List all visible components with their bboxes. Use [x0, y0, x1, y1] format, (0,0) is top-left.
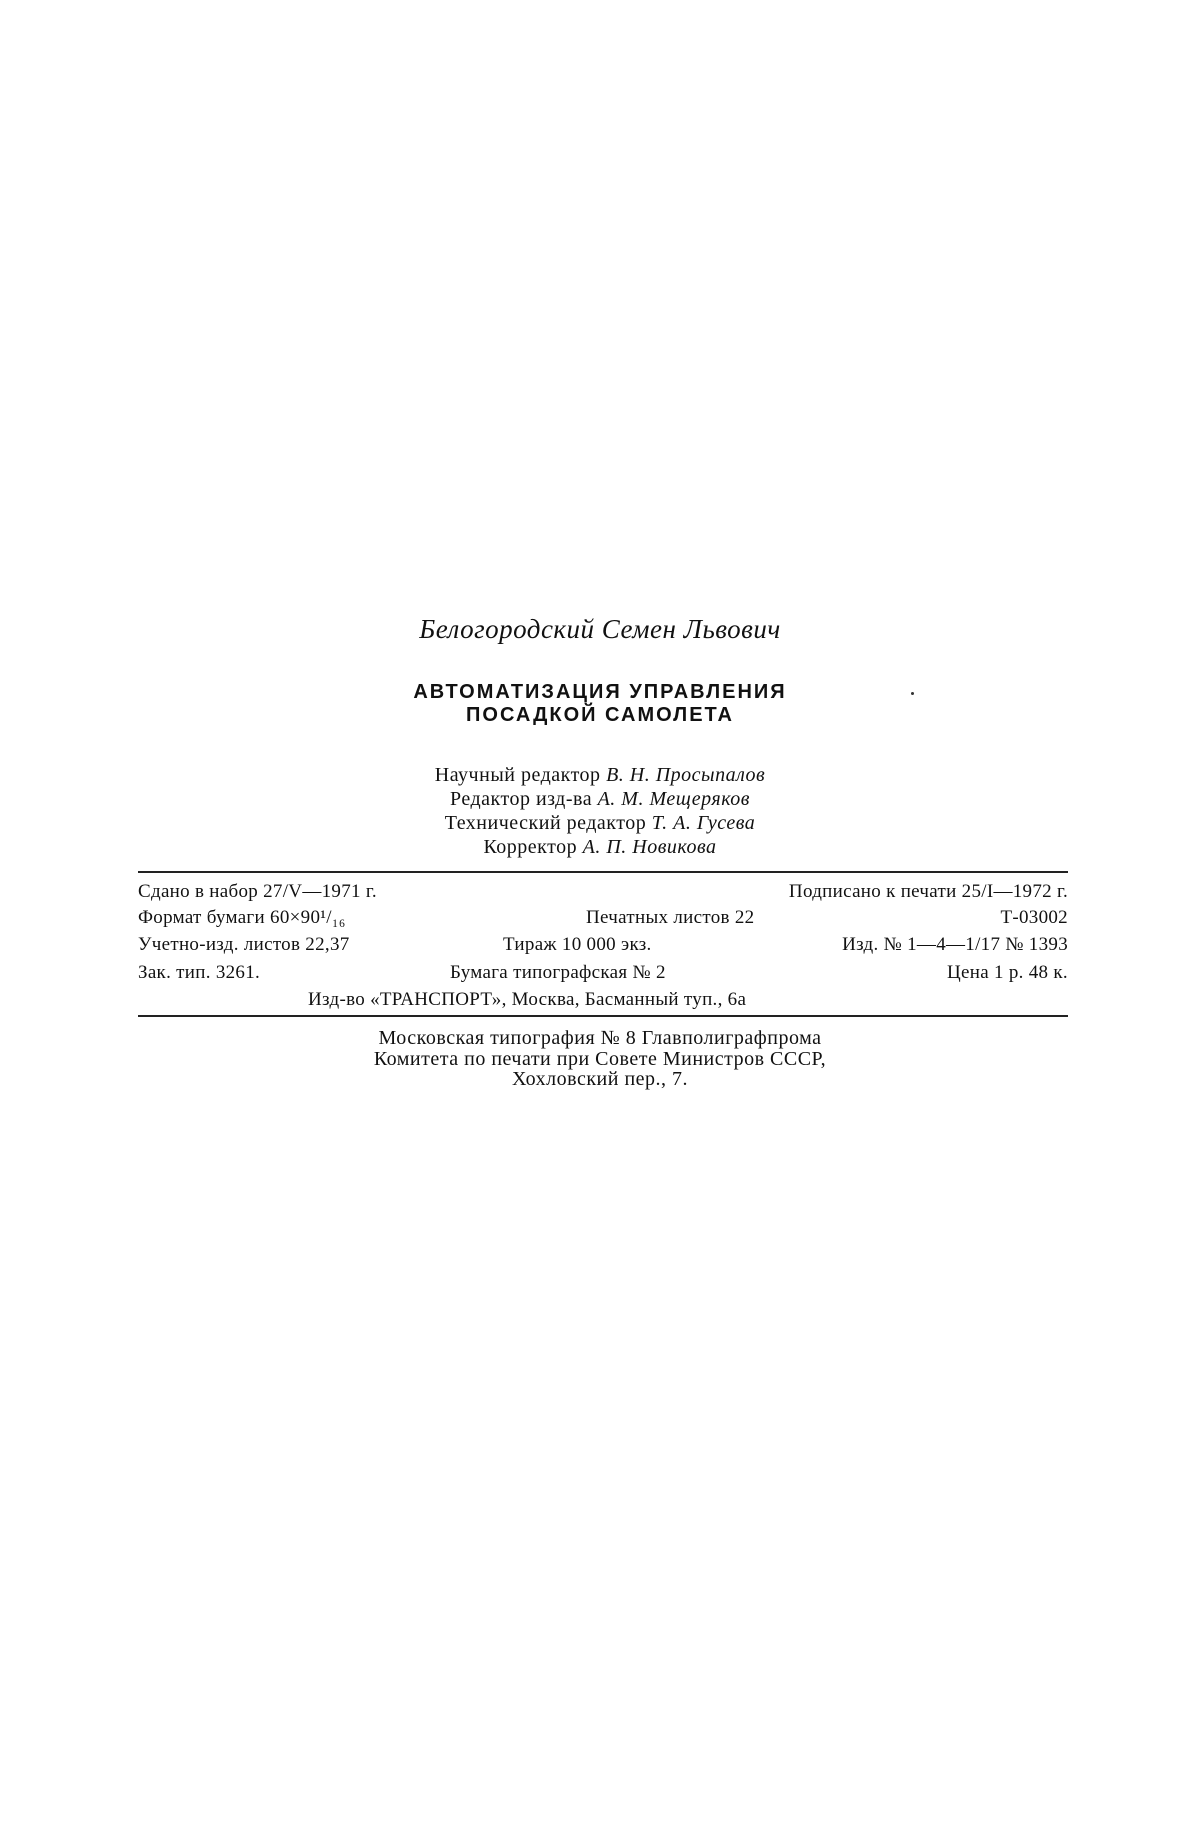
top-divider	[138, 871, 1068, 873]
imprint-row	[138, 907, 1068, 931]
staff-role: Технический редактор	[444, 812, 647, 834]
author-name: Белогородский Семен Львович	[419, 614, 781, 644]
censor-code: Т-03002	[1000, 907, 1068, 928]
printer-line-1: Московская типография № 8 Главполиграфпрома	[378, 1027, 822, 1049]
publishing-sheets: Учетно-изд. листов 22,37	[138, 934, 350, 955]
staff-name: А. М. Мещеряков	[597, 788, 750, 810]
printed-sheets: Печатных листов 22	[586, 907, 755, 928]
staff-role: Редактор изд-ва	[449, 788, 593, 810]
paper-type: Бумага типографская № 2	[450, 962, 666, 983]
staff-name: В. Н. Просыпалов	[606, 764, 766, 786]
staff-technical-editor	[0, 813, 1200, 833]
imprint-row	[138, 934, 1068, 958]
staff-role: Корректор	[483, 836, 578, 858]
typesetting-date: Сдано в набор 27/V—1971 г.	[138, 881, 377, 902]
staff-name: Т. А. Гусева	[651, 812, 756, 834]
imprint-row	[138, 989, 1068, 1013]
staff-name: А. П. Новикова	[582, 836, 717, 858]
imprint-row	[138, 881, 1068, 905]
imprint-row	[138, 962, 1068, 986]
staff-publishing-editor	[0, 789, 1200, 809]
book-title-line-2: ПОСАДКОЙ САМОЛЕТА	[466, 704, 734, 726]
paper-format: Формат бумаги 60×90¹/₁₆	[138, 907, 346, 928]
print-run: Тираж 10 000 экз.	[503, 934, 652, 955]
bottom-divider	[138, 1015, 1068, 1017]
staff-proofreader	[0, 837, 1200, 857]
edition-number: Изд. № 1—4—1/17 № 1393	[842, 934, 1068, 955]
printer-line-2: Комитета по печати при Совете Министров СССР,	[373, 1048, 827, 1070]
staff-scientific-editor	[0, 765, 1200, 785]
print-speck	[911, 692, 914, 695]
publisher-address: Изд-во «ТРАНСПОРТ», Москва, Басманный туп., 6а	[308, 989, 747, 1010]
price: Цена 1 р. 48 к.	[947, 962, 1068, 983]
order-number: Зак. тип. 3261.	[138, 962, 261, 983]
signed-to-print-date: Подписано к печати 25/I—1972 г.	[788, 881, 1068, 902]
printer-line-3: Хохловский пер., 7.	[511, 1068, 689, 1090]
staff-role: Научный редактор	[434, 764, 601, 786]
book-title-line-1: АВТОМАТИЗАЦИЯ УПРАВЛЕНИЯ	[413, 681, 787, 703]
